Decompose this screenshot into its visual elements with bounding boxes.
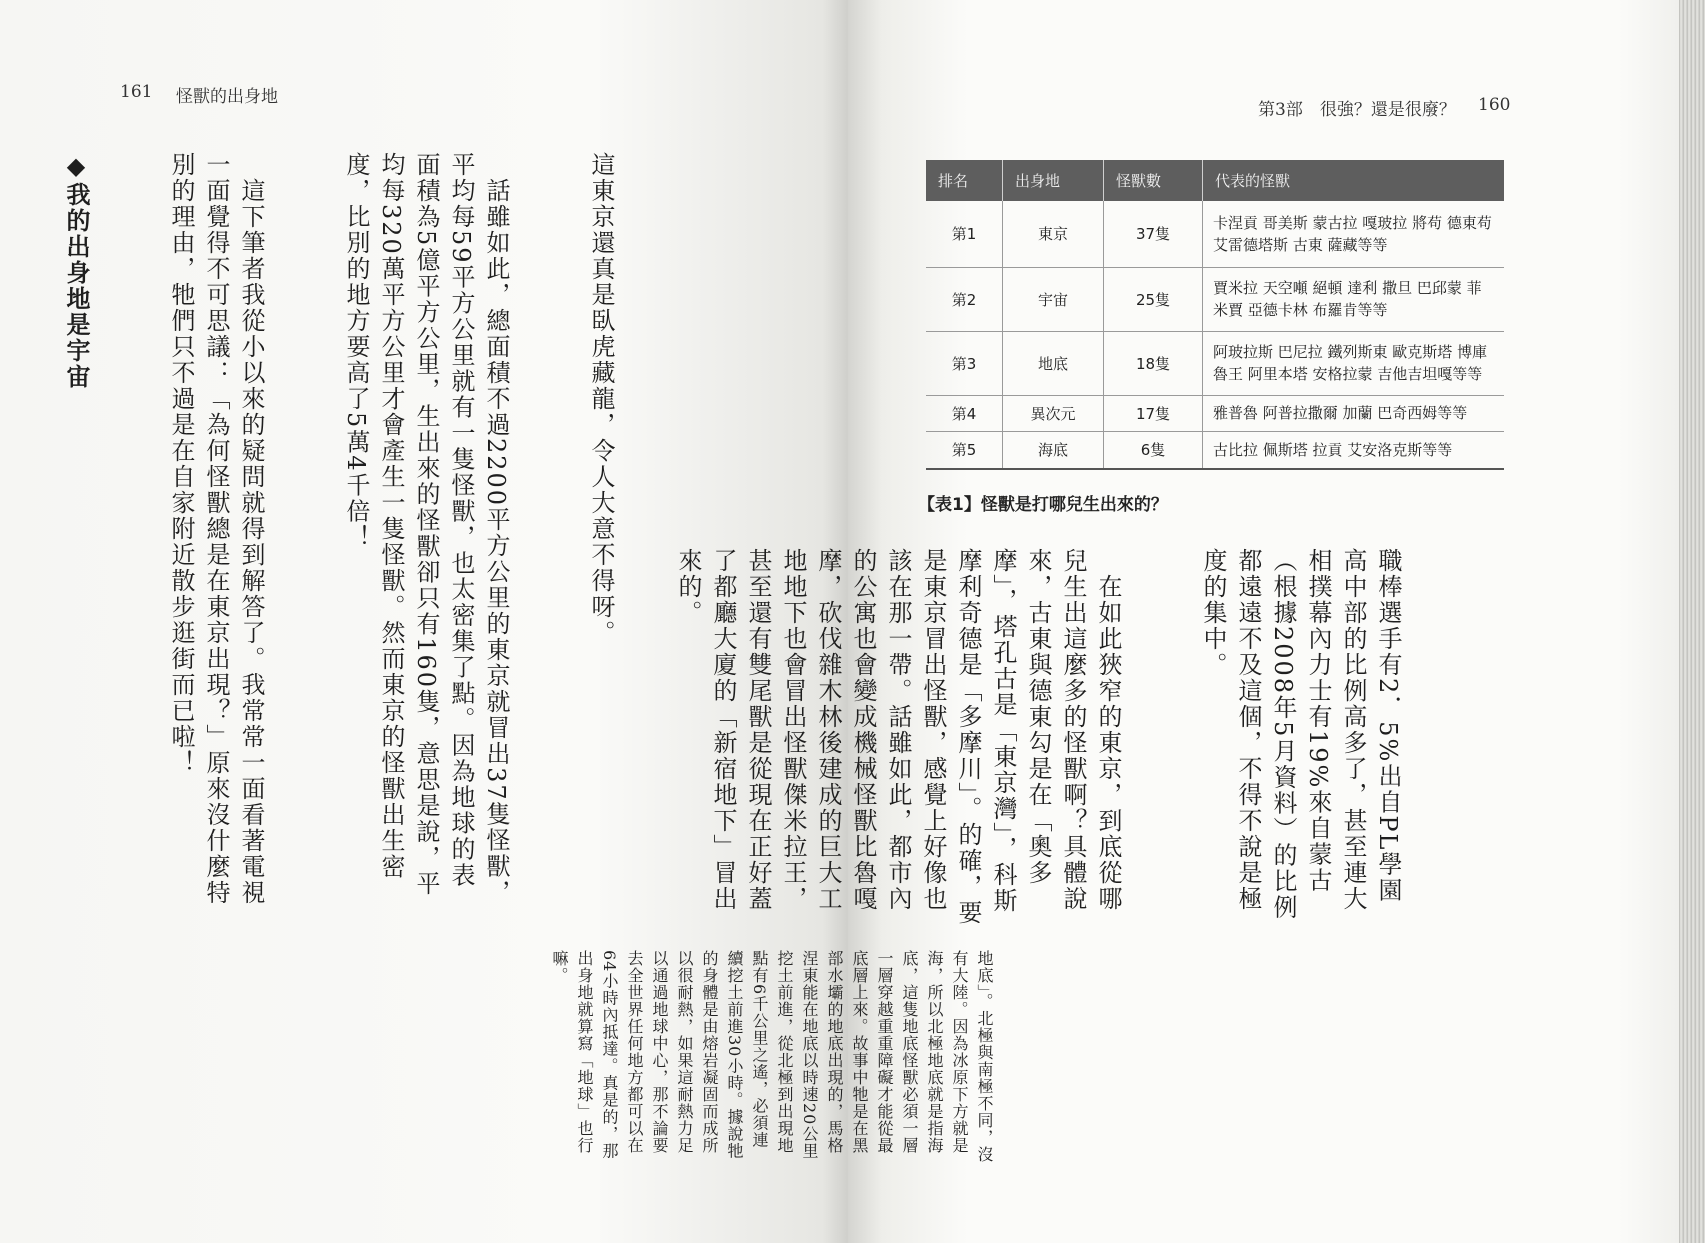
table-row	[926, 201, 1504, 267]
table-cell: 古比拉 佩斯塔 拉貢 艾安洛克斯等等	[1203, 431, 1505, 469]
table-cell: 第2	[926, 267, 1003, 331]
table-cell: 海底	[1003, 431, 1104, 469]
note-text: 地底」。北極與南極不同，沒有大陸。因為冰原下方就是海，所以北極地底就是指海底，這隻地底怪獸必須一層一層穿越重重障礙才能從最底層上來。故事中牠是在黑部水壩的地底出現的，馬格涅東能在地底以時速20公里挖土前進，從北極到出現地點有6千公里之遙，必須連續挖土前進30小時。據說牠的身體是由熔岩凝固而成所以很耐熱，如果這耐熱力足以通過地球中心，那不論要去全世界任何地方都可以在64小時內抵達。真是的，那出身地就算寫「地球」也行嘛。	[550, 950, 994, 1163]
paragraph: 職棒選手有2．5%出自PL學園高中部的比例高多了，甚至連大相撲幕內力士有19%來自蒙古（根據2008年5月資料）的比例都遠遠不及這個，不得不說是極度的集中。	[1199, 548, 1402, 921]
right-page-number: 160	[1478, 95, 1511, 115]
column-header: 怪獸數	[1104, 160, 1203, 201]
table-cell: 地底	[1003, 331, 1104, 395]
table-cell: 25隻	[1104, 267, 1203, 331]
column-header: 出身地	[1003, 160, 1104, 201]
page-edge	[1679, 0, 1705, 1243]
table-cell: 雅普魯 阿普拉撒爾 加蘭 巴奇西姆等等	[1203, 395, 1505, 431]
paragraph: 這東京還真是臥虎藏龍，令人大意不得呀。	[587, 152, 615, 646]
paragraph: 話雖如此，總面積不過2200平方公里的東京就冒出37隻怪獸，平均每59平方公里就有一隻怪獸，也太密集了點。因為地球的表面積為5億平方公里，生出來的怪獸卻只有160隻，意思是說，平均每320萬平方公里才會產生一隻怪獸。然而東京的怪獸出生密度，比別的地方要高了5萬4千倍！	[342, 152, 510, 906]
right-body-text	[600, 548, 1475, 928]
table-row	[926, 431, 1504, 469]
right-running-title: 第3部 很強？還是很廢？	[1258, 100, 1456, 120]
table-cell: 第1	[926, 201, 1003, 267]
section-heading: ◆我的出身地是宇宙	[62, 152, 90, 390]
table-caption: 【表1】怪獸是打哪兒生出來的？	[918, 495, 1168, 515]
table-row	[926, 267, 1504, 331]
table-cell: 異次元	[1003, 395, 1104, 431]
table-cell: 卡涅貢 哥美斯 蒙古拉 嘎玻拉 將苟 德東苟 艾雷德塔斯 古東 薩藏等等	[1203, 201, 1505, 267]
side-note	[497, 950, 1047, 1165]
paragraph: 在如此狹窄的東京，到底從哪兒生出這麼多的怪獸啊？具體說來，古東與德東勾是在「奧多摩」，塔孔古是「東京灣」，科斯摩利奇德是「多摩川」。的確，要是東京冒出怪獸，感覺上好像也該在那一帶。話雖如此，都市內的公寓也會變成機械怪獸比魯嘎摩，砍伐雜木林後建成的巨大工地地下也會冒出怪獸傑米拉王，甚至還有雙尾獸是從現在正好蓋了都廳大廈的「新宿地下」冒出來的。	[674, 548, 1122, 926]
column-header: 代表的怪獸	[1203, 160, 1505, 201]
table-row	[926, 331, 1504, 395]
table-cell: 第3	[926, 331, 1003, 395]
table-cell: 賈米拉 天空噸 絕頓 達利 撒旦 巴邱蒙 菲米賈 亞德卡林 布羅肯等等	[1203, 267, 1505, 331]
table-cell: 37隻	[1104, 201, 1203, 267]
column-header: 排名	[926, 160, 1003, 201]
table-cell: 17隻	[1104, 395, 1203, 431]
left-body-text	[0, 152, 688, 912]
table-cell: 第5	[926, 431, 1003, 469]
table-cell: 第4	[926, 395, 1003, 431]
monster-origin-table	[926, 160, 1504, 470]
table-cell: 東京	[1003, 201, 1104, 267]
left-page-number: 161	[120, 82, 153, 102]
left-running-title: 怪獸的出身地	[176, 87, 278, 107]
table-cell: 宇宙	[1003, 267, 1104, 331]
table-header-row	[926, 160, 1504, 201]
paragraph: 這下筆者我從小以來的疑問就得到解答了。我常常一面看著電視一面覺得不可思議：「為何怪獸總是在東京出現？」原來沒什麼特別的理由，牠們只不過是在自家附近散步逛街而已啦！	[167, 152, 265, 906]
table-cell: 阿玻拉斯 巴尼拉 鐵列斯東 歐克斯塔 博庫魯王 阿里本塔 安格拉蒙 吉他吉坦嘎等等	[1203, 331, 1505, 395]
table-cell: 18隻	[1104, 331, 1203, 395]
table-row	[926, 395, 1504, 431]
table-cell: 6隻	[1104, 431, 1203, 469]
